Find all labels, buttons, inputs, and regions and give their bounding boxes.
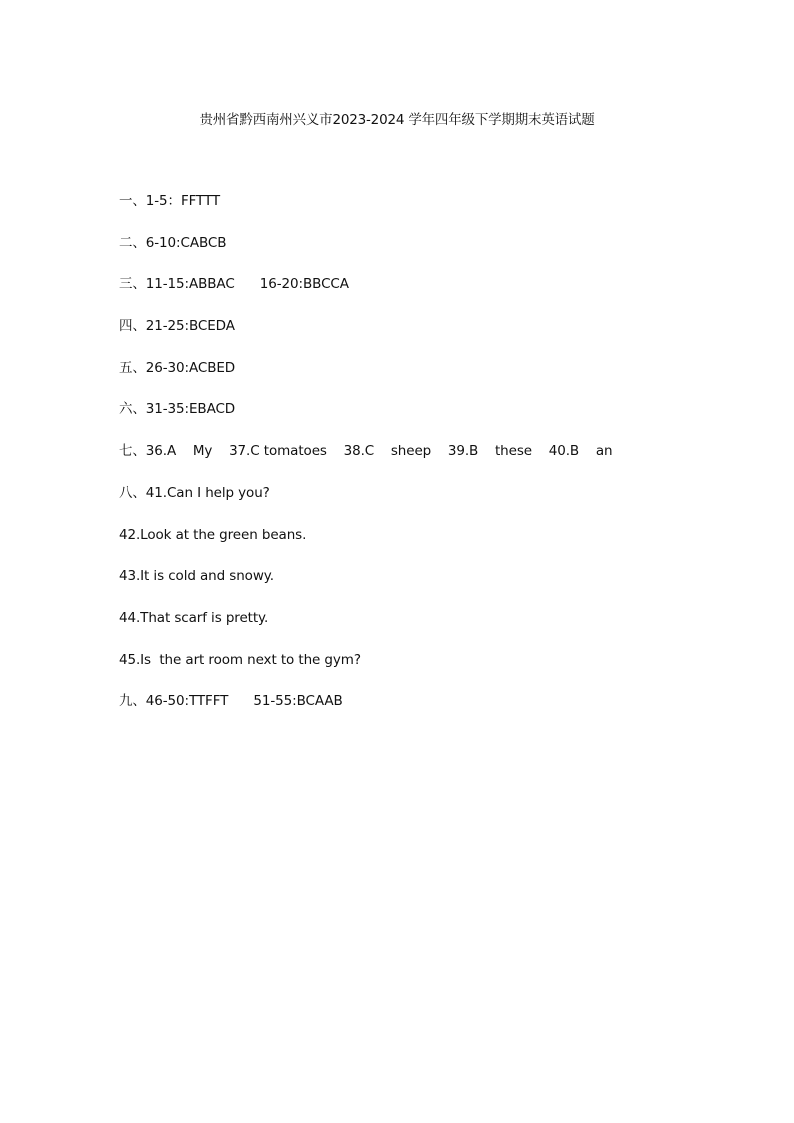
answer-line-section-7: 七、36.A My 37.C tomatoes 38.C sheep 39.B these 40.B an — [119, 443, 613, 460]
answer-line-45: 45.Is the art room next to the gym? — [119, 651, 361, 668]
answer-line-section-8: 八、41.Can I help you? — [119, 484, 270, 501]
answer-line-section-9: 九、46-50:TTFFT 51-55:BCAAB — [119, 693, 343, 710]
document-title: 贵州省黔西南州兴义市2023-2024 学年四年级下学期期末英语试题 — [199, 112, 595, 128]
answer-line-44: 44.That scarf is pretty. — [119, 609, 269, 626]
answer-line-42: 42.Look at the green beans. — [119, 526, 307, 543]
answer-line-section-4: 四、21-25:BCEDA — [119, 318, 235, 335]
answer-line-section-2: 二、6-10:CABCB — [119, 234, 227, 251]
answer-line-43: 43.It is cold and snowy. — [119, 568, 274, 585]
answer-list — [119, 192, 739, 734]
answer-line-section-3: 三、11-15:ABBAC 16-20:BBCCA — [119, 276, 349, 293]
answer-line-section-5: 五、26-30:ACBED — [119, 359, 236, 376]
answer-line-section-6: 六、31-35:EBACD — [119, 401, 236, 418]
answer-line-section-1: 一、1-5：FFTTT — [119, 193, 221, 209]
